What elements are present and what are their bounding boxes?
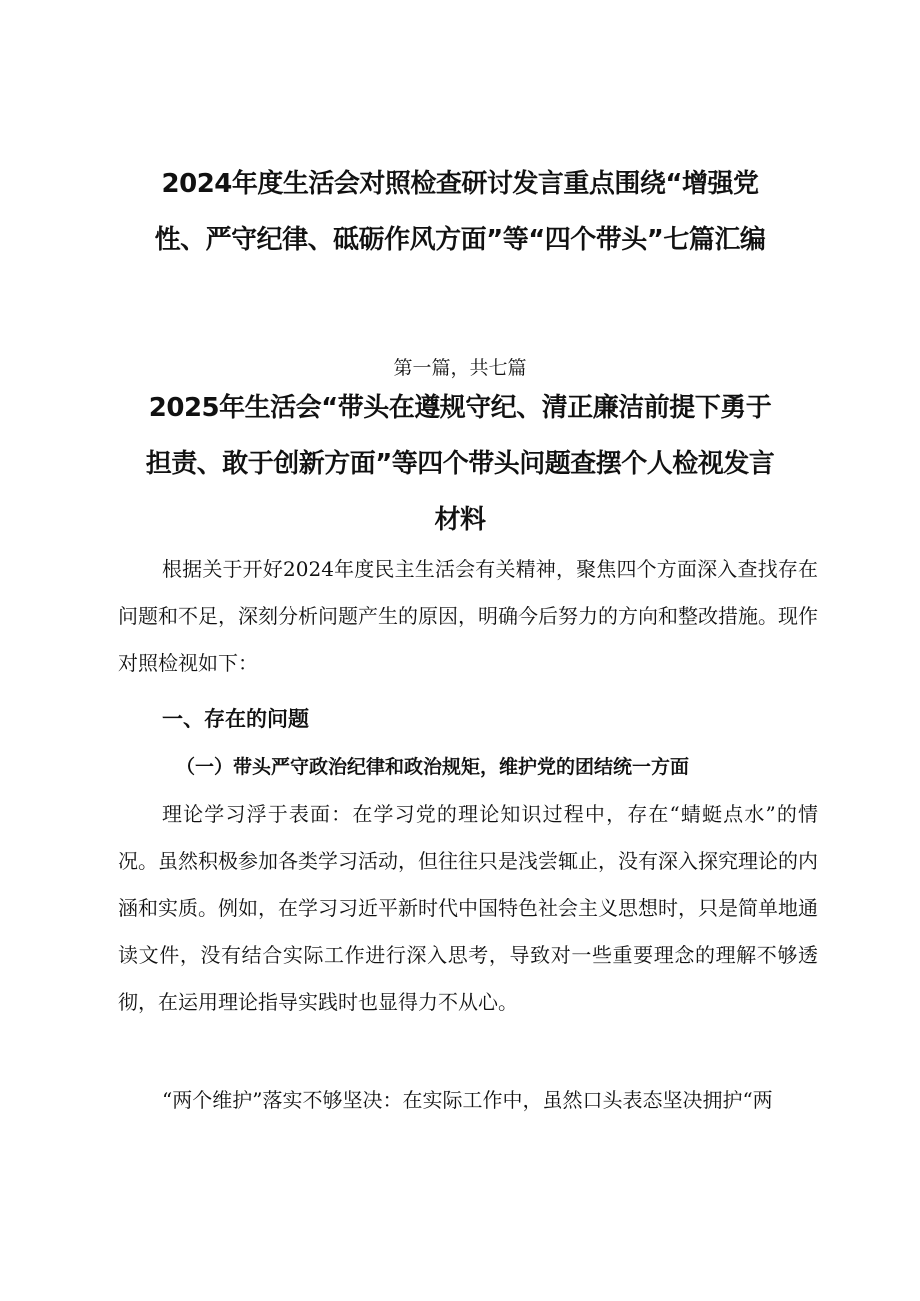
document-main-title: 2024年度生活会对照检查研讨发言重点围绕“增强党性、严守纪律、砥砺作风方面”等“四个带头”七篇汇编: [154, 169, 766, 255]
article-title: 2025年生活会“带头在遵规守纪、清正廉洁前提下勇于担责、敢于创新方面”等四个带头问题查摆个人检视发言材料: [145, 393, 775, 535]
subsection-heading: （一）带头严守政治纪律和政治规矩，维护党的团结统一方面: [176, 756, 690, 778]
part-label: 第一篇，共七篇: [393, 357, 527, 379]
theory-paragraph: 理论学习浮于表面：在学习党的理论知识过程中，存在“蜻蜓点水”的情况。虽然积极参加各类学习活动，但往往只是浅尝辄止，没有深入探究理论的内涵和实质。例如，在学习习近平新时代中国特色社会主义思想时，只是简单地通读文件，没有结合实际工作进行深入思考，导致对一些重要理念的理解不够透彻，在运用理论指导实践时也显得力不从心。: [118, 802, 818, 1014]
section-heading: 一、存在的问题: [162, 707, 309, 731]
intro-paragraph: 根据关于开好2024年度民主生活会有关精神，聚焦四个方面深入查找存在问题和不足，深刻分析问题产生的原因，明确今后努力的方向和整改措施。现作对照检视如下：: [118, 557, 818, 675]
maintain-paragraph: “两个维护”落实不够坚决：在实际工作中，虽然口头表态坚决拥护“两: [162, 1088, 773, 1112]
